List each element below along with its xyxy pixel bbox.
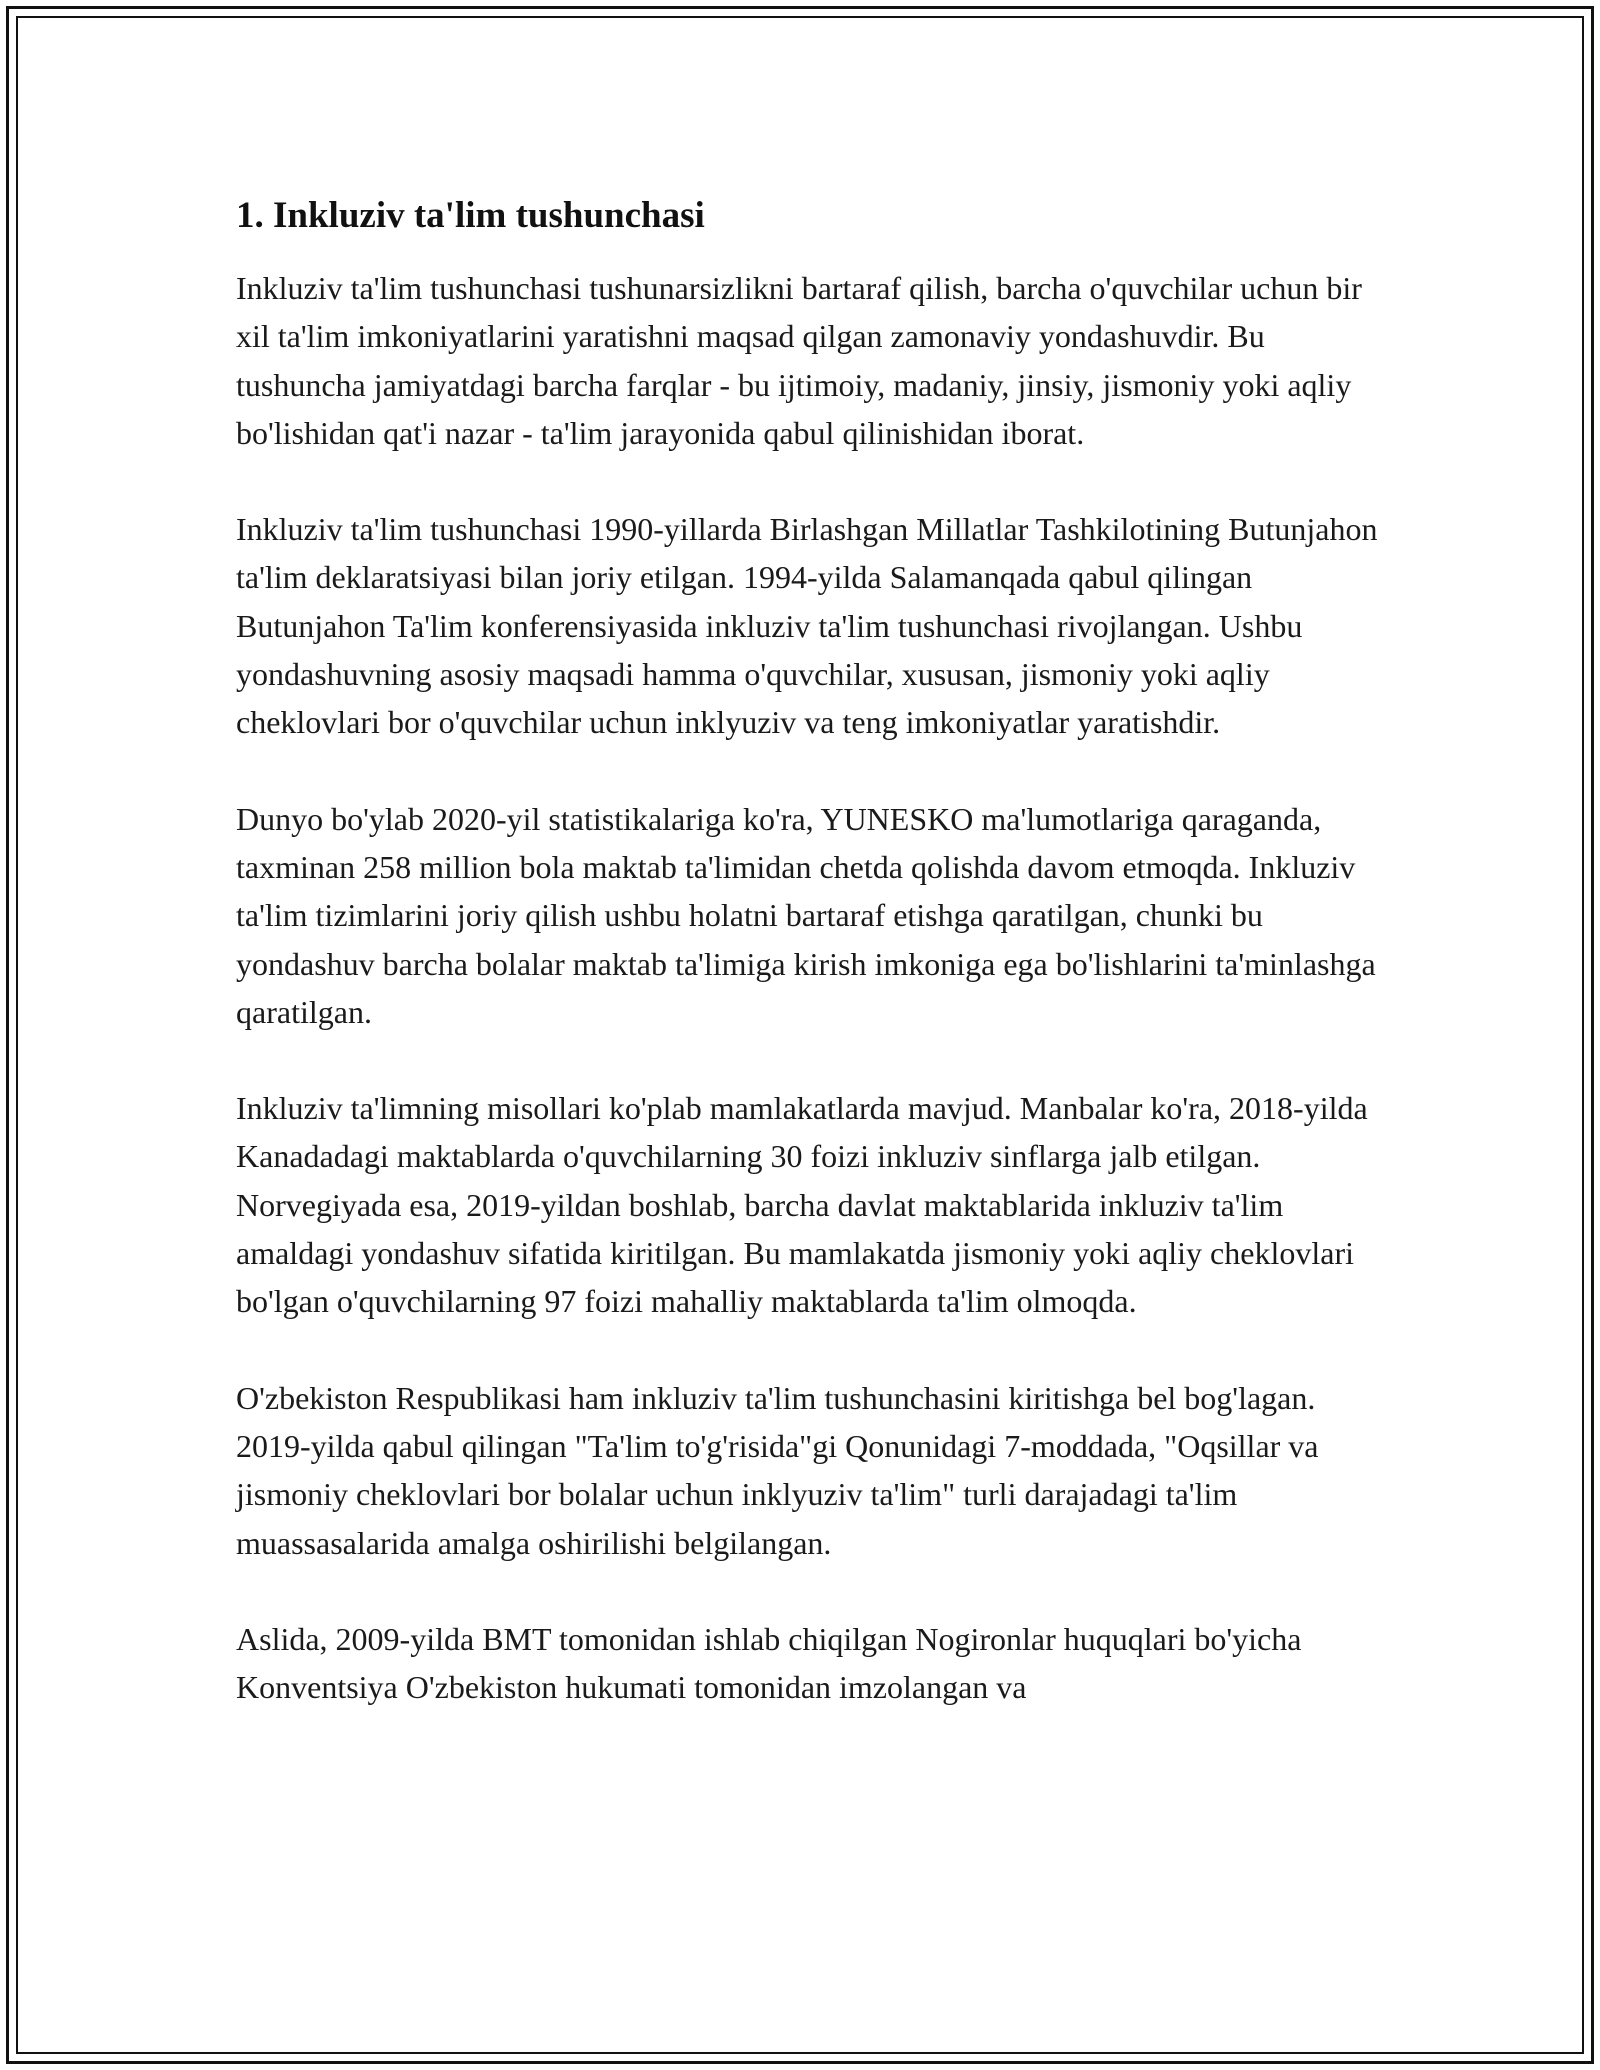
document-body [236, 188, 1386, 1759]
paragraph-6: Aslida, 2009-yilda BMT tomonidan ishlab chiqilgan Nogironlar huquqlari bo'yicha Konventsiya O'zbekiston hukumati tomonidan imzolangan va [236, 1620, 1302, 1706]
paragraph-5: O'zbekiston Respublikasi ham inkluziv ta'lim tushunchasini kiritishga bel bog'lagan. 2019-yilda qabul qilingan "Ta'lim to'g'risida"gi Qonunidagi 7-moddada, "Oqsillar va jismoniy cheklovlari bor bolalar uchun inklyuziv ta'lim" turli darajadagi ta'lim muassasalarida amalga oshirilishi belgilangan. [236, 1379, 1319, 1561]
section-heading: 1. Inkluziv ta'lim tushunchasi [236, 195, 705, 236]
paragraph-3: Dunyo bo'ylab 2020-yil statistikalariga ko'ra, YUNESKO ma'lumotlariga qaraganda, taxminan 258 million bola maktab ta'limidan chetda qolishda davom etmoqda. Inkluziv ta'lim tizimlarini joriy qilish ushbu holatni bartaraf etishga qaratilgan, chunki bu yondashuv barcha bolalar maktab ta'limiga kirish imkoniga ega bo'lishlarini ta'minlashga qaratilgan. [236, 800, 1376, 1030]
paragraph-1: Inkluziv ta'lim tushunchasi tushunarsizlikni bartaraf qilish, barcha o'quvchilar uchun bir xil ta'lim imkoniyatlarini yaratishni maqsad qilgan zamonaviy yondashuvdir. Bu tushuncha jamiyatdagi barcha farqlar - bu ijtimoiy, madaniy, jinsiy, jismoniy yoki aqliy bo'lishidan qat'i nazar - ta'lim jarayonida qabul qilinishidan iborat. [236, 270, 1362, 451]
paragraph-2: Inkluziv ta'lim tushunchasi 1990-yillarda Birlashgan Millatlar Tashkilotining Butunjahon ta'lim deklaratsiyasi bilan joriy etilgan. 1994-yilda Salamanqada qabul qilingan Butunjahon Ta'lim konferensiyasida inkluziv ta'lim tushunchasi rivojlangan. Ushbu yondashuvning asosiy maqsadi hamma o'quvchilar, xususan, jismoniy yoki aqliy cheklovlari bor o'quvchilar uchun inklyuziv va teng imkoniyatlar yaratishdir. [236, 511, 1378, 741]
paragraph-4: Inkluziv ta'limning misollari ko'plab mamlakatlarda mavjud. Manbalar ko'ra, 2018-yilda Kanadadagi maktablarda o'quvchilarning 30 foizi inkluziv sinflarga jalb etilgan. Norvegiyada esa, 2019-yildan boshlab, barcha davlat maktablarida inkluziv ta'lim amaldagi yondashuv sifatida kiritilgan. Bu mamlakatda jismoniy yoki aqliy cheklovlari bo'lgan o'quvchilarning 97 foizi mahalliy maktablarda ta'lim olmoqda. [236, 1090, 1368, 1320]
